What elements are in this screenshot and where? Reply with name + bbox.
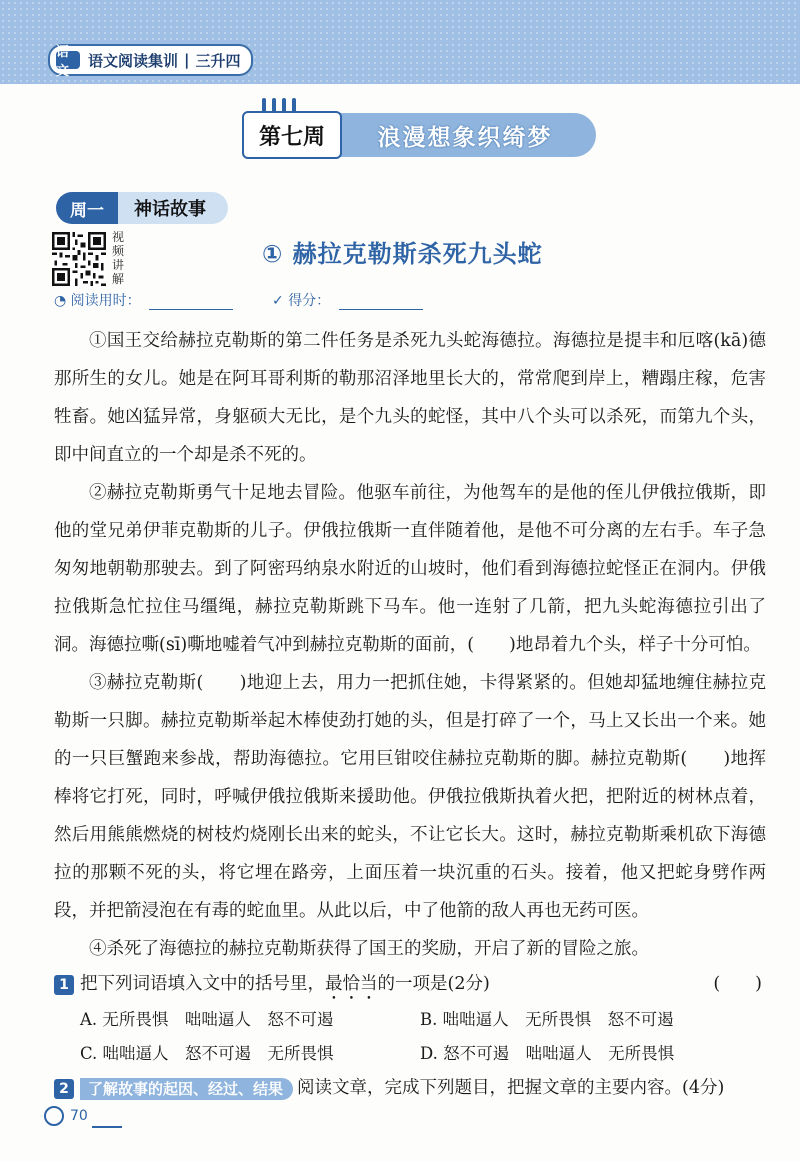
day-tab (56, 192, 228, 224)
options-row-1 (80, 1006, 760, 1030)
question-2 (54, 1074, 766, 1100)
book-logo-icon: 语文 (56, 51, 80, 69)
page-number: 70 (70, 1108, 88, 1124)
option-a[interactable]: A. 无所畏惧 咄咄逼人 怒不可遏 (80, 1010, 334, 1029)
sun-icon (44, 1106, 64, 1126)
reading-time (54, 290, 233, 310)
reading-time-label: 阅读用时： (70, 293, 141, 309)
score (272, 290, 423, 310)
grade-label: 三升四 (195, 51, 241, 70)
paragraph: ①国王交给赫拉克勒斯的第二件任务是杀死九头蛇海德拉。海德拉是提丰和厄喀(kā)德那所生的女儿。她是在阿耳哥利斯的勒那沼泽地里长大的，常常爬到岸上，糟蹋庄稼，危害牲畜。她凶猛异常，身躯硕大无比，是个九头的蛇怪，其中八个头可以杀死，而第九个头，即中间直立的一个却是杀不死的。 (54, 331, 766, 465)
article-body (54, 322, 766, 968)
book-title-tag (48, 44, 253, 79)
score-field[interactable] (339, 295, 423, 310)
title-separator: | (184, 51, 190, 69)
day-topic: 神话故事 (118, 192, 228, 224)
option-d[interactable]: D. 怒不可遏 咄咄逼人 无所畏惧 (420, 1044, 675, 1063)
book-title: 语文阅读集训 (88, 51, 179, 70)
week-label: 第七周 (242, 111, 342, 159)
question-emphasis: 最恰当 (325, 974, 378, 994)
skill-tag: 了解故事的起因、经过、结果 (80, 1078, 293, 1100)
answer-blank[interactable]: ( ) (713, 974, 762, 994)
score-label: 得分： (288, 293, 331, 309)
paragraph: ②赫拉克勒斯勇气十足地去冒险。他驱车前往，为他驾车的是他的侄儿伊俄拉俄斯，即他的堂兄弟伊菲克勒斯的儿子。伊俄拉俄斯一直伴随着他，是他不可分离的左右手。车子急匆匆地朝勒那驶去。到了阿密玛纳泉水附近的山坡时，他们看到海德拉蛇怪正在洞内。伊俄拉俄斯急忙拉住马缰绳，赫拉克勒斯跳下马车。他一连射了几箭，把九头蛇海德拉引出了洞。海德拉嘶(sī)嘶地嘘着气冲到赫拉克勒斯的面前，( )地昂着九个头，样子十分可怕。 (54, 483, 766, 655)
question-1 (54, 970, 766, 1004)
option-b[interactable]: B. 咄咄逼人 无所畏惧 怒不可遏 (420, 1010, 674, 1029)
page-footer (44, 1106, 88, 1126)
paragraph: ③赫拉克勒斯( )地迎上去，用力一把抓住她，卡得紧紧的。但她却猛地缠住赫拉克勒斯一只脚。赫拉克勒斯举起木棒使劲打她的头，但是打碎了一个，马上又长出一个来。她的一只巨蟹跑来参战，帮助海德拉。它用巨钳咬住赫拉克勒斯的脚。赫拉克勒斯( )地挥棒将它打死，同时，呼喊伊俄拉俄斯来援助他。伊俄拉俄斯执着火把，把附近的树林点着，然后用熊熊燃烧的树枝灼烧刚长出来的蛇头，不让它长大。这时，赫拉克勒斯乘机砍下海德拉的那颗不死的头，将它埋在路旁，上面压着一块沉重的石头。接着，他又把蛇身劈作两段，并把箭浸泡在有毒的蛇血里。从此以后，中了他箭的敌人再也无药可医。 (54, 673, 766, 921)
question-number: 1 (54, 975, 74, 995)
qr-code-icon[interactable] (52, 232, 106, 286)
question-text-end: 的一项是(2分) (377, 974, 490, 994)
article-title: ① 赫拉克勒斯杀死九头蛇 (262, 240, 543, 268)
question-number: 2 (54, 1079, 74, 1099)
option-c[interactable]: C. 咄咄逼人 怒不可遏 无所畏惧 (80, 1044, 334, 1063)
day-label: 周一 (56, 192, 118, 224)
clock-icon: ◔ (54, 293, 67, 309)
reading-time-field[interactable] (149, 295, 233, 310)
page-underline (92, 1126, 122, 1128)
check-icon: ✓ (272, 293, 284, 309)
options-row-2 (80, 1040, 760, 1064)
week-banner (242, 108, 596, 162)
paragraph: ④杀死了海德拉的赫拉克勒斯获得了国王的奖励，开启了新的冒险之旅。 (89, 939, 649, 959)
qr-caption: 视频讲解 (112, 230, 125, 286)
question-text: 阅读文章，完成下列题目，把握文章的主要内容。(4分) (297, 1078, 725, 1098)
week-theme: 浪漫想象织绮梦 (334, 113, 596, 157)
question-text: 把下列词语填入文中的括号里， (80, 974, 325, 994)
